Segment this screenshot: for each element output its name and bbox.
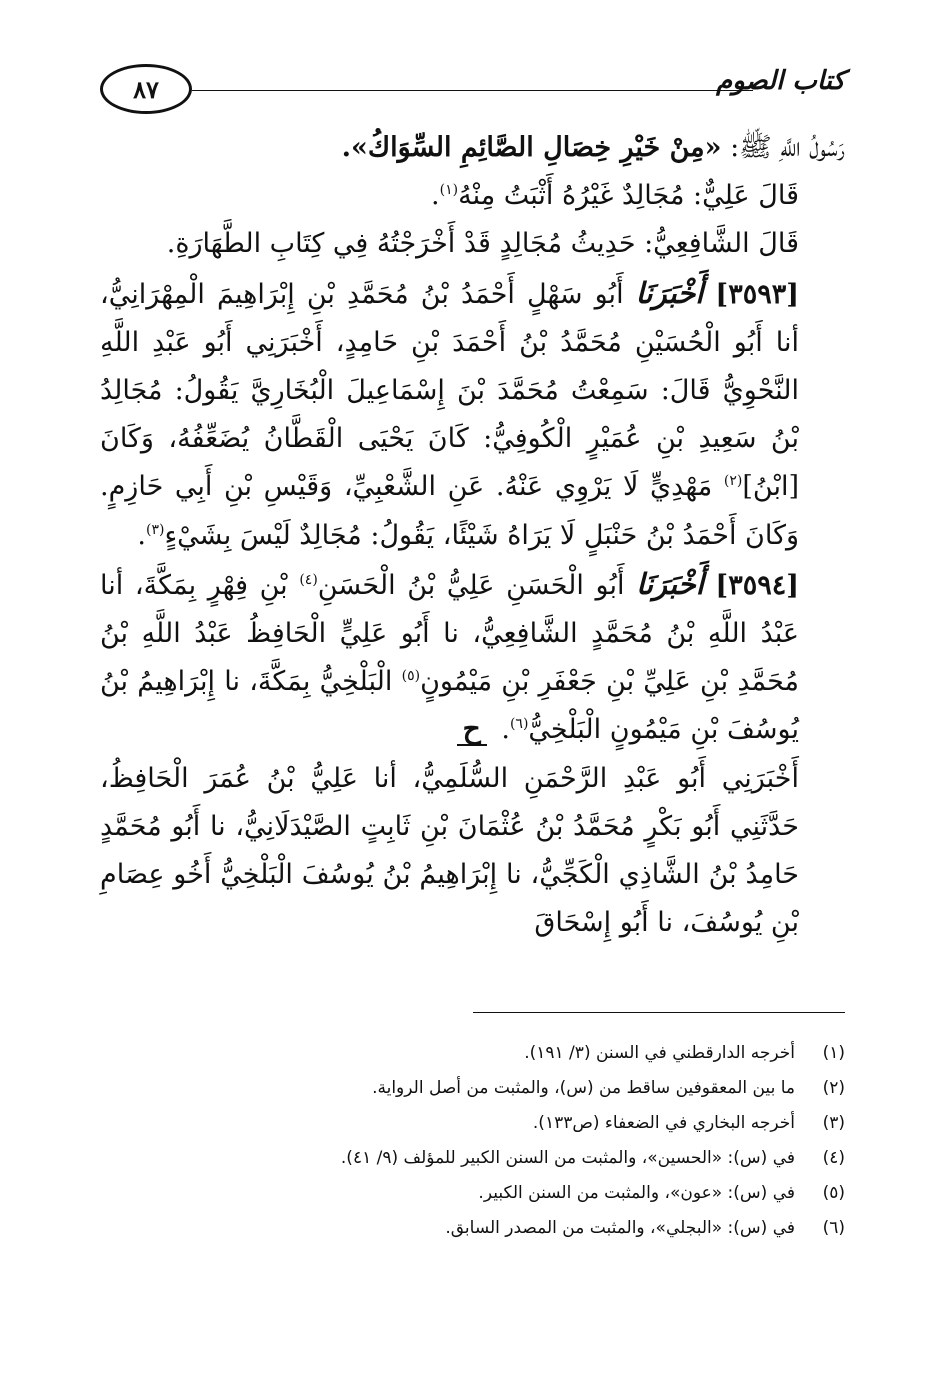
footnote-ref[interactable]: (٣) — [146, 521, 165, 538]
narration-number: [٣٥٩٤] — [715, 569, 799, 601]
footnote-ref[interactable]: (٦) — [509, 716, 529, 733]
footnote-divider — [473, 1012, 845, 1013]
footnote-item — [100, 1106, 845, 1141]
narration-number: [٣٥٩٣] — [715, 278, 799, 310]
footnote-item — [100, 1211, 845, 1246]
footnote-number: (٤) — [822, 1148, 845, 1168]
tahwil-mark: ح — [457, 714, 487, 746]
text-line: رَسُولُ اللَّهِ ﷺ: «مِنْ خَيْرِ خِصَالِ الصَّائِمِ السِّوَاكُ». — [341, 132, 845, 163]
footnote-text: في (س): «البجلي»، والمثبت من المصدر السابق. — [445, 1218, 795, 1238]
footnote-item — [100, 1141, 845, 1176]
text-line: قَالَ الشَّافِعِيُّ: حَدِيثُ مُجَالِدٍ قَدْ أَخْرَجْتُهُ فِي كِتَابِ الطَّهَارَةِ. — [166, 228, 799, 260]
footnote-ref[interactable]: (١) — [439, 182, 459, 199]
footnotes — [100, 1036, 845, 1246]
text-line: قَالَ عَلِيٌّ: مُجَالِدٌ غَيْرُهُ أَثْبَتُ مِنْهُ$^{(١)}$. — [431, 180, 799, 212]
footnote-number: (٣) — [822, 1113, 845, 1133]
narration-continuation: أَخْبَرَنِي أَبُو عَبْدِ الرَّحْمَنِ السُّلَمِيُّ، أنا عَلِيُّ بْنُ عُمَرَ الْحَافِظُ، حَدَّثَنِي أَبُو بَكْرٍ مُحَمَّدُ بْنُ عُثْمَانَ بْنِ ثَابِتٍ الصَّيْدَلَانِيُّ، نا أَبُو مُحَمَّدٍ حَامِدُ بْنُ الشَّاذِي الْكَجِّيُّ، نا إِبْرَاهِيمُ بْنُ يُوسُفَ الْبَلْخِيُّ أَخُو عِصَامِ بْنِ يُوسُفَ، نا أَبُو إِسْحَاقَ — [100, 762, 799, 939]
footnote-ref[interactable]: (٢) — [723, 473, 743, 490]
header-divider — [192, 90, 753, 91]
narration-keyword: أَخْبَرَنَا — [635, 275, 704, 310]
hadith-quote: «مِنْ خَيْرِ خِصَالِ الصَّائِمِ السِّوَاكُ». — [341, 132, 722, 163]
footnote-number: (٢) — [822, 1078, 845, 1098]
footnote-item — [100, 1071, 845, 1106]
narration-keyword: أَخْبَرَنَا — [636, 566, 704, 601]
footnote-text: ما بين المعقوفين ساقط من (س)، والمثبت من أصل الرواية. — [372, 1078, 795, 1098]
main-text — [100, 124, 845, 947]
page-number: ٨٧ — [133, 74, 159, 104]
footnote-number: (٦) — [822, 1218, 845, 1238]
footnote-number: (٥) — [822, 1183, 845, 1203]
footnote-text: في (س): «عون»، والمثبت من السنن الكبير. — [478, 1183, 795, 1203]
footnote-number: (١) — [822, 1043, 845, 1063]
page-number-badge — [100, 64, 192, 114]
footnote-ref[interactable]: (٥) — [401, 668, 421, 685]
running-title: كتاب الصوم — [716, 66, 845, 96]
footnote-ref[interactable]: (٤) — [299, 571, 318, 588]
footnote-text: أخرجه الدارقطني في السنن (٣/ ١٩١). — [524, 1043, 795, 1063]
narration-3594: [٣٥٩٤] أَخْبَرَنَا أَبُو الْحَسَنِ عَلِيُّ بْنُ الْحَسَنِ$^{(٤)}$ بْنِ فِهْرٍ بِمَكَّةَ، أنا عَبْدُ اللَّهِ بْنُ مُحَمَّدٍ الشَّافِعِيُّ، نا أَبُو عَلِيٍّ الْحَافِظُ عَبْدُ اللَّهِ بْنُ مُحَمَّدِ بْنِ عَلِيِّ بْنِ جَعْفَرِ بْنِ مَيْمُونٍ$^{(٥)}$ الْبَلْخِيُّ بِمَكَّةَ، نا إِبْرَاهِيمُ بْنُ يُوسُفَ بْنِ مَيْمُونٍ الْبَلْخِيُّ$^{(٦)}$. ح — [100, 566, 799, 746]
footnote-item — [100, 1036, 845, 1071]
footnote-text: أخرجه البخاري في الضعفاء (ص١٣٣). — [532, 1113, 795, 1133]
footnote-text: في (س): «الحسين»، والمثبت من السنن الكبير للمؤلف (٩/ ٤١). — [340, 1148, 795, 1168]
footnote-item — [100, 1176, 845, 1211]
page-header — [100, 56, 845, 120]
narration-3593: [٣٥٩٣] أَخْبَرَنَا أَبُو سَهْلٍ أَحْمَدُ بْنُ مُحَمَّدِ بْنِ إِبْرَاهِيمَ الْمِهْرَانِيُّ، أنا أَبُو الْحُسَيْنِ مُحَمَّدُ بْنُ أَحْمَدَ بْنِ حَامِدٍ، أَخْبَرَنِي أَبُو عَبْدِ اللَّهِ النَّحْوِيُّ قَالَ: سَمِعْتُ مُحَمَّدَ بْنَ إِسْمَاعِيلَ الْبُخَارِيَّ يَقُولُ: مُجَالِدُ بْنُ سَعِيدِ بْنِ عُمَيْرٍ الْكُوفِيُّ: كَانَ يَحْيَى الْقَطَّانُ يُضَعِّفُهُ، وَكَانَ [ابْنُ]$^{(٢)}$ مَهْدِيٍّ لَا يَرْوِي عَنْهُ. عَنِ الشَّعْبِيِّ، وَقَيْسِ بْنِ أَبِي حَازِمٍ. وَكَانَ أَحْمَدُ بْنُ حَنْبَلٍ لَا يَرَاهُ شَيْئًا، يَقُولُ: مُجَالِدٌ لَيْسَ بِشَيْءٍ$^{(٣)}$. — [100, 275, 799, 551]
